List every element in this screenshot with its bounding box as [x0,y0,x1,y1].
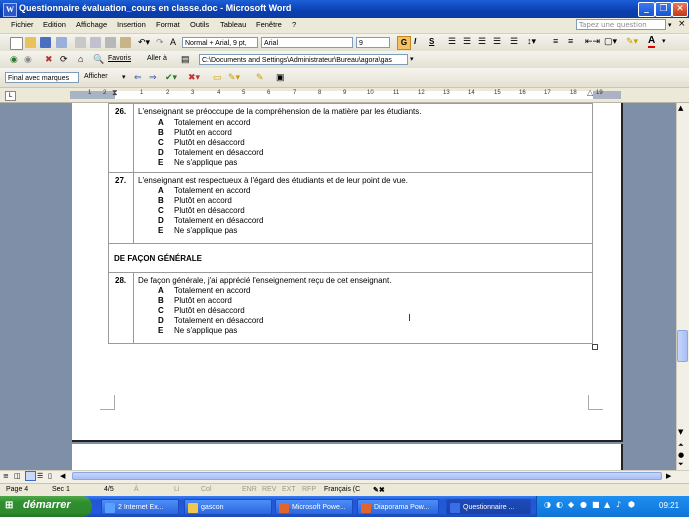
search-web-icon[interactable]: 🔍 [93,54,105,64]
option-letter: C [158,206,164,215]
menu-format[interactable]: Format [156,20,180,29]
clock[interactable]: 09:21 [659,501,680,510]
answer-option [158,206,245,215]
taskbar-button-label: 2 Internet Ex... [118,504,164,511]
menu-affichage[interactable]: Affichage [76,20,108,29]
save-icon[interactable] [40,37,51,48]
highlight-review-icon[interactable]: ✎▾ [228,72,241,82]
show-menu[interactable]: Afficher [84,73,108,80]
ruler-number: 4 [217,90,221,96]
print-layout-icon[interactable] [25,471,36,481]
menu-fichier[interactable]: Fichier [11,20,34,29]
tray-app-icon[interactable]: ■ [592,500,600,509]
window-title: Questionnaire évaluation_cours en classe.doc - Microsoft Word [19,3,292,13]
help-question-input[interactable]: Tapez une question [576,19,666,30]
vertical-scroll-thumb[interactable] [677,330,688,362]
taskbar-button-diaporama[interactable] [357,499,439,515]
track-changes-icon[interactable]: ✎ [256,72,264,82]
question-number: 28. [115,276,127,285]
status-at: À [134,486,139,493]
title-bar [0,0,689,18]
section-heading: DE FAÇON GÉNÉRALE [114,254,203,263]
text-cursor-icon: I [408,313,411,324]
ruler-number: 6 [267,90,271,96]
spelling-status-icon[interactable]: ✎✖ [373,487,385,494]
answer-option [158,186,251,195]
next-page-icon[interactable]: ⏷ [678,460,684,468]
ruler-number: 13 [443,90,450,96]
option-label: Totalement en désaccord [174,148,264,157]
line-spacing-icon[interactable]: ↕▾ [527,36,537,46]
font-color-icon[interactable]: A [648,35,656,46]
question-row [108,172,593,244]
question-text: L'enseignant est respectueux à l'égard des étudiants et de leur point de vue. [138,176,408,185]
tray-shield-icon[interactable]: ◆ [568,500,575,509]
option-label: Ne s'applique pas [174,326,238,335]
status-page: Page 4 [6,486,29,493]
align-right-icon[interactable]: ☰ [478,36,487,46]
option-label: Plutôt en accord [174,296,232,305]
redo-icon[interactable]: ↷ [156,37,164,47]
option-letter: A [158,286,164,295]
forward-icon[interactable]: ◉ [24,54,32,64]
style-select[interactable]: Normal + Arial, 9 pt, [182,37,258,48]
option-label: Totalement en accord [174,286,251,295]
tray-update-icon[interactable]: ▲ [604,500,611,509]
option-letter: B [158,196,164,205]
option-letter: E [158,326,164,335]
folder-icon [188,503,198,513]
scroll-right-icon[interactable]: ▶ [666,472,672,480]
outline-view-icon[interactable]: ☰ [37,472,44,480]
option-letter: C [158,138,164,147]
option-label: Totalement en accord [174,186,251,195]
underline-button[interactable]: S [429,37,435,46]
option-letter: E [158,158,164,167]
ruler-number: 1 [140,90,144,96]
taskbar-button-label: Questionnaire ... [463,504,515,511]
question-text: L'enseignant se préoccupe de la compréhension de la matière par les étudiants. [138,107,422,116]
ruler-left-margin [70,91,115,99]
tab-selector-icon[interactable]: L [5,91,16,101]
tray-antivirus-icon[interactable]: ⬢ [628,500,635,509]
ruler-number: 16 [519,90,526,96]
status-pages: 4/5 [104,486,114,493]
option-label: Plutôt en accord [174,128,232,137]
browse-object-icon[interactable]: ● [678,451,685,459]
close-button[interactable]: ✕ [672,2,688,17]
word-icon [450,503,460,513]
answer-option [158,158,237,167]
option-label: Ne s'applique pas [174,226,238,235]
font-size-select[interactable]: 9 [356,37,390,48]
indent-icon[interactable]: ⇤⇥ [585,36,601,46]
answer-option [158,296,232,305]
option-letter: D [158,316,164,325]
option-letter: E [158,226,164,235]
paste-icon[interactable] [120,37,131,48]
start-button[interactable] [0,496,92,517]
tray-messenger-icon[interactable]: ● [580,500,587,509]
taskbar-button-powerpoint[interactable] [275,499,353,515]
taskbar-button-questionnaire[interactable] [446,499,531,515]
menu-fenetre[interactable]: Fenêtre [256,20,282,29]
right-indent-marker-icon[interactable]: △ [587,88,594,97]
ruler-number: 12 [418,90,425,96]
ruler-number: 17 [544,90,551,96]
powerpoint-icon [279,503,289,513]
option-label: Plutôt en accord [174,196,232,205]
italic-button[interactable]: I [414,37,417,46]
new-document-icon[interactable] [10,37,23,50]
option-label: Plutôt en désaccord [174,138,245,147]
taskbar-button-internet-explorer[interactable] [101,499,179,515]
scroll-left-icon[interactable]: ◀ [60,472,66,480]
status-col: Col [201,486,212,493]
option-letter: D [158,148,164,157]
taskbar-button-label: Microsoft Powe... [292,504,346,511]
taskbar-button-gascon[interactable] [184,499,272,515]
answer-option [158,118,251,127]
ruler-number: 2 [166,90,170,96]
option-label: Plutôt en désaccord [174,306,245,315]
answer-option [158,316,263,325]
next-change-icon[interactable]: ⇒ [149,72,157,82]
reject-change-icon[interactable]: ✖▾ [188,72,201,82]
ie-icon [105,503,115,513]
bold-button[interactable]: G [397,36,411,50]
open-folder-icon[interactable] [25,37,36,48]
ruler-number: 18 [570,90,577,96]
print-preview-icon[interactable] [90,37,101,48]
option-letter: D [158,216,164,225]
tray-volume-icon[interactable]: ◐ [556,500,563,509]
answer-option [158,286,251,295]
ruler-number: 1 [88,90,92,96]
status-enr[interactable]: ENR [242,486,257,493]
question-row [108,272,593,344]
print-icon[interactable] [75,37,86,48]
table-column-divider [133,104,134,172]
vertical-scrollbar[interactable] [676,103,689,470]
numbering-icon[interactable]: ≡ [553,36,559,46]
question-text: De façon générale, j'ai apprécié l'enseignement reçu de cet enseignant. [138,276,392,285]
option-label: Ne s'applique pas [174,158,238,167]
styles-formatting-icon[interactable]: A [170,37,177,47]
question-row [108,103,593,173]
font-color-dropdown-icon[interactable]: ▾ [662,38,666,45]
distributed-icon[interactable]: ☰ [510,36,519,46]
option-letter: A [158,186,164,195]
answer-option [158,148,263,157]
address-dropdown-icon[interactable]: ▾ [410,56,414,63]
align-left-icon[interactable]: ☰ [448,36,457,46]
normal-view-icon[interactable]: ≡ [3,472,9,480]
status-ext[interactable]: EXT [282,486,296,493]
scroll-up-icon[interactable]: ▲ [678,104,684,112]
favorites-menu[interactable]: Favoris [108,55,131,62]
crop-mark [100,395,115,410]
previous-change-icon[interactable]: ⇐ [134,72,142,82]
reading-view-icon[interactable]: ▯ [48,472,52,480]
undo-icon[interactable]: ↶▾ [138,37,151,47]
question-number: 26. [115,107,127,116]
slideshow-icon [361,503,371,513]
reviewing-pane-icon[interactable]: ▣ [276,72,285,82]
minimize-button[interactable]: _ [638,2,655,17]
back-icon[interactable]: ◉ [10,54,18,64]
ruler-number: 14 [468,90,475,96]
highlight-icon[interactable]: ✎▾ [626,36,639,46]
previous-page-icon[interactable]: ⏶ [678,441,684,449]
address-input[interactable]: C:\Documents and Settings\Administrateur\Bureau\agora\gas [199,54,408,65]
option-letter: A [158,118,164,127]
next-document-page[interactable] [72,444,623,470]
tray-speaker-icon[interactable]: ♪ [616,500,622,509]
answer-option [158,226,237,235]
document-area [0,103,676,470]
scroll-down-icon[interactable]: ▼ [678,428,684,436]
indent-marker-icon[interactable]: ⧗ [112,88,118,97]
menu-insertion[interactable]: Insertion [117,20,146,29]
permission-icon[interactable] [56,37,67,48]
horizontal-scroll-thumb[interactable] [72,472,662,480]
ruler-number: 2 [103,90,107,96]
option-letter: B [158,296,164,305]
windows-logo-icon: ⊞ [5,500,14,511]
ruler-number: 5 [242,90,246,96]
stop-icon[interactable]: ✖ [45,54,53,64]
ruler-number: 3 [191,90,195,96]
font-select[interactable]: Arial [261,37,353,48]
answer-option [158,196,232,205]
copy-icon[interactable] [105,37,116,48]
document-page[interactable] [72,103,623,442]
ruler-number: 9 [343,90,347,96]
status-section: Sec 1 [52,486,70,493]
answer-option [158,216,263,225]
status-language[interactable]: Français (C [324,486,361,493]
ruler-number: 8 [318,90,322,96]
option-label: Totalement en désaccord [174,216,264,225]
question-number: 27. [115,176,127,185]
taskbar-button-label: Diaporama Pow... [374,504,430,511]
option-label: Totalement en désaccord [174,316,264,325]
status-line: Li [174,486,180,493]
show-dropdown-icon: ▾ [122,74,126,81]
ruler-number: 10 [367,90,374,96]
answer-option [158,128,232,137]
menu-tableau[interactable]: Tableau [220,20,247,29]
justify-icon[interactable]: ☰ [493,36,502,46]
borders-icon[interactable]: ▢▾ [604,36,618,46]
section-heading-row [108,243,593,273]
menu-help[interactable]: ? [292,20,297,29]
table-resize-handle[interactable] [592,344,598,350]
ruler-number: 15 [494,90,501,96]
status-rfp[interactable]: RFP [302,486,316,493]
ruler-number: 19 [596,90,603,96]
option-letter: B [158,128,164,137]
restore-button[interactable]: ❐ [655,2,672,17]
start-label: démarrer [23,499,71,511]
answer-option [158,138,245,147]
option-letter: C [158,306,164,315]
ruler-number: 11 [393,90,400,96]
refresh-icon[interactable]: ⟳ [60,54,68,64]
menu-outils[interactable]: Outils [190,20,210,29]
table-column-divider [133,173,134,243]
option-label: Totalement en accord [174,118,251,127]
home-icon[interactable]: ⌂ [78,54,84,64]
taskbar-button-label: gascon [201,504,224,511]
align-center-icon[interactable]: ☰ [463,36,472,46]
answer-option [158,306,245,315]
ruler-number: 7 [293,90,297,96]
show-only-web-toolbar-icon[interactable]: ▤ [181,54,190,64]
status-rev[interactable]: REV [262,486,277,493]
word-app-icon[interactable]: W [3,3,17,17]
web-layout-icon[interactable]: ◫ [14,472,21,480]
option-label: Plutôt en désaccord [174,206,245,215]
accept-change-icon[interactable]: ✔▾ [165,72,178,82]
answer-option [158,326,237,335]
crop-mark [588,395,603,410]
table-column-divider [133,273,134,343]
help-dropdown-icon[interactable]: ▾ [668,21,672,29]
menu-edition[interactable]: Edition [43,20,66,29]
tray-network-icon[interactable]: ◑ [544,500,551,509]
insert-comment-icon[interactable]: ▭ [213,72,222,82]
bullets-icon[interactable]: ≡ [568,36,574,46]
goto-menu[interactable]: Aller à [147,55,167,62]
document-close-icon[interactable]: × [678,19,686,29]
display-mode-select[interactable]: Final avec marques [5,72,79,83]
